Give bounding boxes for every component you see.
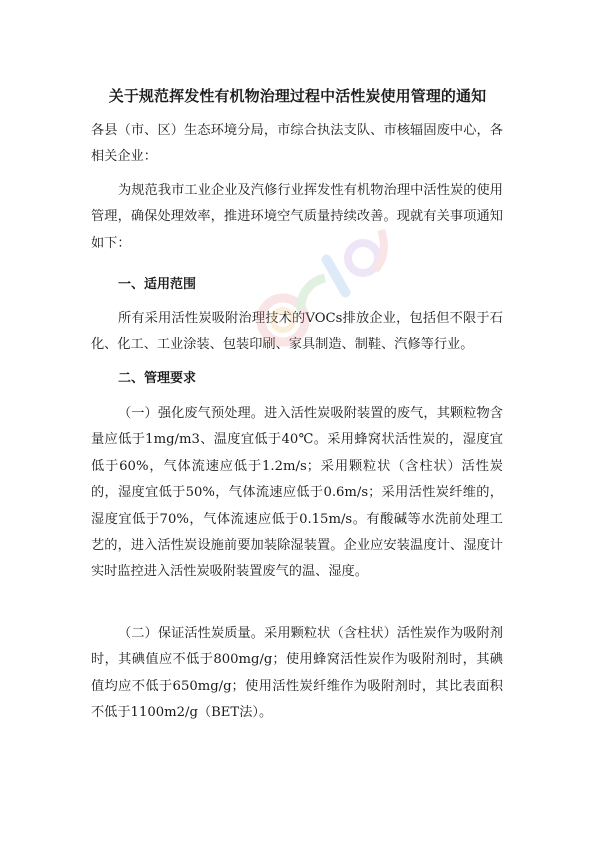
document-title: 关于规范挥发性有机物治理过程中活性炭使用管理的通知: [108, 87, 487, 105]
intro-paragraph: 为规范我市工业企业及汽修行业挥发性有机物治理中活性炭的使用管理，确保处理效率，推进环境空气质量持续改善。现就有关事项通知如下：: [91, 183, 503, 251]
section-1-heading: 一、适用范围: [118, 277, 197, 292]
cloud-logo-watermark: [243, 200, 423, 390]
section-1-paragraph: 所有采用活性炭吸附治理技术的VOCs排放企业，包括但不限于石化、化工、工业涂装、包装印刷、家具制造、制鞋、汽修等行业。: [91, 311, 503, 353]
section-2-item-1: （一）强化废气预处理。进入活性炭吸附装置的废气，其颗粒物含量应低于1mg/m3、温度宜低于40℃。采用蜂窝状活性炭的，湿度宜低于60%，气体流速应低于1.2m/s；采用颗粒状（含柱状）活性炭的，湿度宜低于50%，气体流速应低于0.6m/s；采用活性炭纤维的，湿度宜低于70%，气体流速应低于0.15m/s。有酸碱等水洗前处理工艺的，进入活性炭设施前要加装除湿装置。企业应安装温度计、湿度计实时监控进入活性炭吸附装置废气的温、湿度。: [91, 406, 503, 580]
section-2-heading: 二、管理要求: [118, 371, 197, 386]
salutation: 各县（市、区）生态环境分局，市综合执法支队、市核辐固废中心，各相关企业：: [91, 123, 503, 165]
section-2-item-2: （二）保证活性炭质量。采用颗粒状（含柱状）活性炭作为吸附剂时，其碘值应不低于800mg/g；使用蜂窝活性炭作为吸附剂时，其碘值均应不低于650mg/g；使用活性炭纤维作为吸附剂时，其比表面积不低于1100m2/g（BET法）。: [91, 626, 503, 721]
